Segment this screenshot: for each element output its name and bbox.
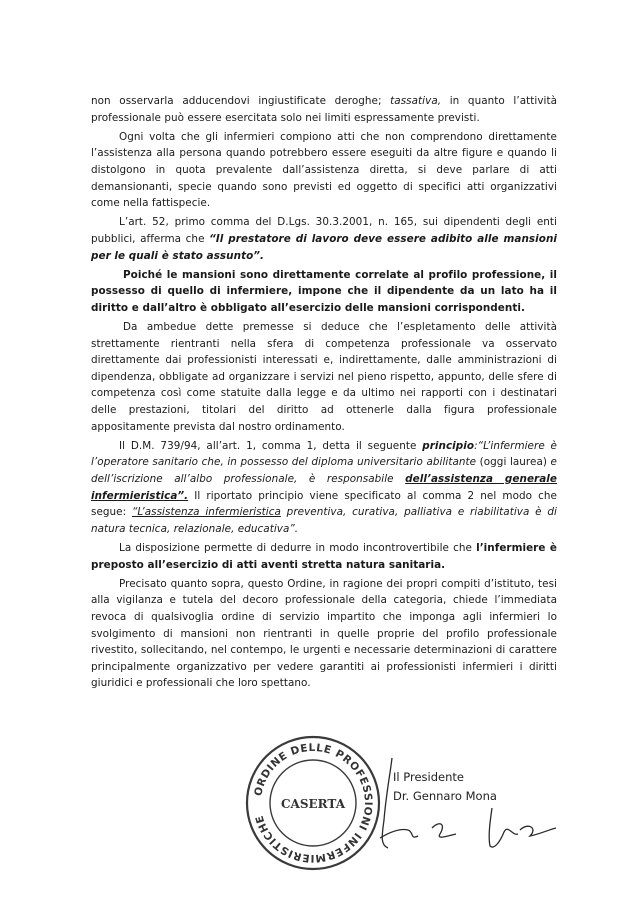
paragraph-8: Precisato quanto sopra, questo Ordine, in ragione dei propri compiti d’istituto, tesi alla vigilanza e tutela del decoro professionale della categoria, chiede l’immediata revoca di qualsivoglia ordine di servizio impartito che imponga agli infermieri lo svolgimento di mansioni non rientranti in quelle proprie del profilo professionale rivestito, sollecitando, nel contempo, le urgenti e necessarie determinazioni di carattere principalmente organizzativo per vedere garantiti ai professionisti infermieri i diritti giuridici e professionali che loro spettano. — [91, 577, 557, 690]
signature-role: Il Presidente — [393, 770, 464, 784]
paragraph-4 — [91, 267, 557, 317]
signature-name: Dr. Gennaro Mona — [393, 789, 497, 803]
p6-quote-b: e dell’iscrizione all’albo professionale, è responsabile — [91, 456, 558, 486]
p6-text-a: Il D.M. 739/94, all’art. 1, comma 1, detta il seguente — [119, 439, 423, 452]
p6-underlined: dell’assistenza generale infermieristica”. — [91, 473, 557, 502]
official-stamp — [242, 732, 384, 874]
p6-text-g: Il riportato principio viene specificato al comma 2 nel modo che segue: — [91, 489, 557, 519]
body-text — [91, 93, 557, 695]
p1-text-a: non osservarla adducendovi ingiustificate deroghe; — [91, 95, 391, 107]
stamp-ring-text: ORDINE DELLE PROFESSIONI INFERMIERISTICHE — [252, 741, 375, 865]
p3-text-a: L’art. 52, primo comma del D.Lgs. 30.3.2001, n. 165, sui dipendenti degli enti pubblici, afferma che — [91, 216, 557, 245]
p7-bold: l’infermiere è preposto all’esercizio di atti aventi stretta natura sanitaria. — [91, 542, 557, 571]
paragraph-7 — [91, 540, 557, 573]
paragraph-2: Ogni volta che gli infermieri compiono atti che non comprendono direttamente l’assistenza alla persona quando potrebbero essere eseguiti da altre figure e quando li distolgono in quota prevalente dall’assistenza diretta, si deve parlare di atti demansionanti, specie quando sono previsti ed oggetto di specifici atti organizzativi come nella fattispecie. — [91, 130, 557, 210]
paragraph-5: Da ambedue dette premesse si deduce che l’espletamento delle attività strettamente rientranti nella sfera di competenza professionale va osservato direttamente dai professionisti interessati e, indirettamente, dalle amministrazioni di dipendenza, obbligate ad organizzare i servizi nel pieno rispetto, appunto, delle sfere di competenza così come statuite dalla legge e da ultimo nei rapporti con i destinatari delle prestazioni, titolari del diritto ad ottenerle dalla figura professionale appositamente prevista dal nostro ordinamento. — [91, 321, 557, 433]
handwritten-signature — [370, 750, 570, 860]
paragraph-1 — [91, 93, 557, 126]
p6-text-d: (oggi laurea) — [479, 456, 547, 469]
paragraph-6 — [91, 438, 557, 538]
p6-underlined-2: “L’assistenza infermieristica — [131, 506, 281, 519]
stamp-city: CASERTA — [280, 797, 346, 811]
p6-principio: principio — [422, 439, 475, 452]
p6-quote-c: preventiva, curativa, palliativa e riabilitativa è di natura tecnica, relazionale, educativa”. — [91, 506, 557, 535]
p1-italic: tassativa, — [390, 95, 442, 107]
paragraph-3 — [91, 214, 557, 264]
p6-quote-a: :“L’infermiere è l’operatore sanitario che, in possesso del diploma universitario abilitante — [91, 439, 557, 469]
p7-text-a: La disposizione permette di dedurre in modo incontrovertibile che — [119, 542, 477, 554]
p3-quote: “Il prestatore di lavoro deve essere adibito alle mansioni per le quali è stato assunto”. — [91, 232, 557, 262]
p4-bold: Poiché le mansioni sono direttamente correlate al profilo professione, il possesso di quello di infermiere, impone che il dipendente da un lato ha il diritto e dall’altro è obbligato all’esercizio delle mansioni corrispondenti. — [91, 268, 557, 314]
p1-text-c: in quanto l’attività professionale può essere esercitata solo nei limiti espressamente previsti. — [91, 95, 557, 124]
